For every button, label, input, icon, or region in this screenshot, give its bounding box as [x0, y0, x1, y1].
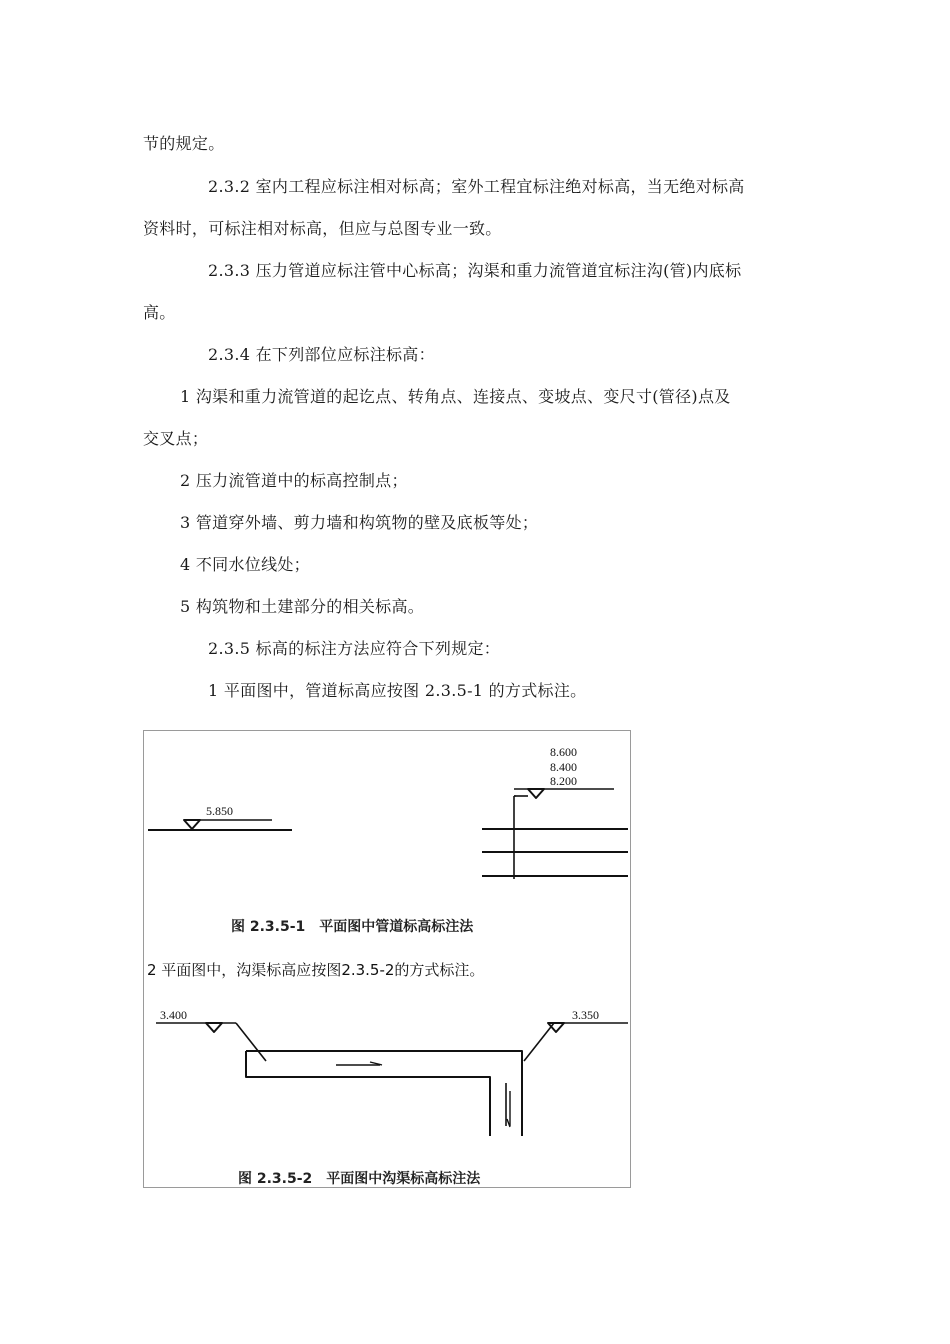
- elevation-value: 8.400: [550, 760, 577, 774]
- channel-outline: [246, 1051, 490, 1136]
- channel-outline: [246, 1051, 522, 1136]
- elevation-triangle-icon: [206, 1023, 222, 1032]
- figure-drawing: [144, 731, 632, 1189]
- clause-2-3-5: 2.3.5 标高的标注方法应符合下列规定：: [208, 639, 501, 658]
- channel-slope: [236, 1023, 266, 1061]
- clause-2-3-3: 2.3.3 压力管道应标注管中心标高；沟渠和重力流管道宜标注沟(管)内底标: [208, 261, 742, 280]
- elevation-value: 5.850: [206, 804, 233, 818]
- list-item-3: 3 管道穿外墙、剪力墙和构筑物的壁及底板等处；: [180, 513, 539, 532]
- figure-intro-text: 2 平面图中，沟渠标高应按图2.3.5-2的方式标注。: [147, 961, 485, 979]
- elevation-value: 8.600: [550, 745, 577, 759]
- clause-2-3-4: 2.3.4 在下列部位应标注标高：: [208, 345, 435, 364]
- elevation-value: 3.350: [572, 1008, 599, 1022]
- figure-image: [143, 730, 631, 1188]
- elevation-triangle-icon: [184, 820, 200, 829]
- paragraph-line: 节的规定。: [143, 134, 225, 153]
- channel-slope: [524, 1023, 554, 1061]
- list-item-1: 1 沟渠和重力流管道的起讫点、转角点、连接点、变坡点、变尺寸(管径)点及: [180, 387, 731, 406]
- paragraph-line: 高。: [143, 303, 176, 322]
- clause-2-3-5-item-1: 1 平面图中，管道标高应按图 2.3.5-1 的方式标注。: [208, 681, 587, 700]
- paragraph-line: 资料时，可标注相对标高，但应与总图专业一致。: [143, 219, 502, 238]
- list-item-2: 2 压力流管道中的标高控制点；: [180, 471, 408, 490]
- elevation-value: 8.200: [550, 774, 577, 788]
- elevation-triangle-icon: [528, 789, 544, 798]
- figure-caption: 图 2.3.5-1 平面图中管道标高标注法: [231, 919, 474, 935]
- clause-2-3-2: 2.3.2 室内工程应标注相对标高；室外工程宜标注绝对标高，当无绝对标高: [208, 177, 745, 196]
- list-item-4: 4 不同水位线处；: [180, 555, 310, 574]
- list-item-5: 5 构筑物和土建部分的相关标高。: [180, 597, 425, 616]
- elevation-value: 3.400: [160, 1008, 187, 1022]
- figure-caption: 图 2.3.5-2 平面图中沟渠标高标注法: [238, 1171, 481, 1187]
- paragraph-line: 交叉点；: [143, 429, 209, 448]
